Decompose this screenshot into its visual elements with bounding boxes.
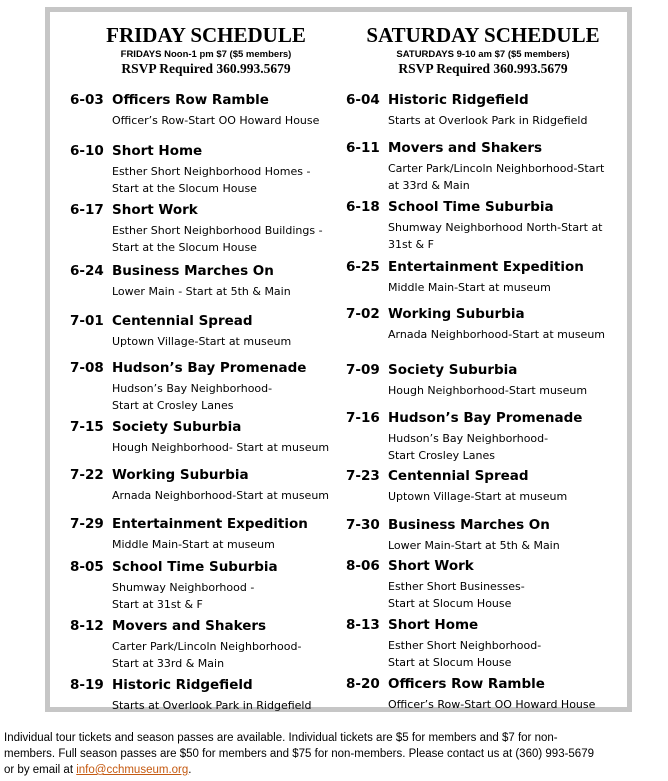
entry-tour-name: Short Home	[388, 617, 479, 633]
entry-date: 6-18	[346, 199, 380, 215]
entry-description	[112, 536, 348, 553]
entry-description-line: Lower Main-Start at 5th & Main	[388, 539, 560, 552]
entry-description	[388, 488, 624, 505]
entry-description-line: Start Crosley Lanes	[388, 449, 495, 462]
entry-date: 8-20	[346, 676, 380, 692]
entry-description	[388, 382, 624, 399]
saturday-subtitle: SATURDAYS 9-10 am $7 ($5 members)	[396, 49, 570, 60]
entry-date: 6-10	[70, 143, 104, 159]
entry-description	[388, 326, 624, 343]
entry-description	[112, 579, 348, 613]
entry-tour-name: Society Suburbia	[388, 362, 518, 378]
entry-description-line: Start at 33rd & Main	[112, 657, 225, 670]
entry-tour-name: Entertainment Expedition	[112, 516, 308, 532]
entry-description-line: Officer’s Row-Start OO Howard House	[388, 698, 596, 711]
entry-description	[388, 696, 624, 713]
entry-tour-name: Entertainment Expedition	[388, 259, 584, 275]
entry-description-line: Esther Short Neighborhood Homes -	[112, 165, 311, 178]
entry-tour-name: Movers and Shakers	[112, 618, 267, 634]
entry-tour-name: Historic Ridgefield	[388, 92, 529, 108]
entry-description-line: Start at the Slocum House	[112, 241, 257, 254]
entry-description	[112, 283, 348, 300]
entry-description-line: Uptown Village-Start at museum	[112, 335, 292, 348]
footer-line-2: members. Full season passes are $50 for members and $75 for non-members. Please contact us at (360) 993-5679	[4, 748, 594, 760]
entry-tour-name: Hudson’s Bay Promenade	[112, 360, 307, 376]
entry-description	[388, 430, 624, 464]
entry-tour-name: Business Marches On	[112, 263, 274, 279]
entry-description-line: Arnada Neighborhood-Start at museum	[388, 328, 606, 341]
entry-description-line: Start at the Slocum House	[112, 182, 257, 195]
entry-tour-name: Working Suburbia	[112, 467, 249, 483]
entry-date: 8-12	[70, 618, 104, 634]
entry-tour-name: Business Marches On	[388, 517, 550, 533]
entry-description	[112, 333, 348, 350]
entry-tour-name: Movers and Shakers	[388, 140, 543, 156]
entry-description-line: Esther Short Businesses-	[388, 580, 525, 593]
entry-description-line: Start at Slocum House	[388, 656, 512, 669]
entry-date: 8-13	[346, 617, 380, 633]
entry-description	[388, 112, 624, 129]
footer-note	[4, 730, 666, 778]
entry-tour-name: Centennial Spread	[388, 468, 529, 484]
entry-date: 7-02	[346, 306, 380, 322]
entry-description	[388, 279, 624, 296]
email-link[interactable]: info@cchmuseum.org	[76, 764, 189, 776]
entry-date: 7-29	[70, 516, 104, 532]
entry-description-line: Lower Main - Start at 5th & Main	[112, 285, 291, 298]
entry-tour-name: Short Work	[388, 558, 474, 574]
footer-line-3	[4, 762, 666, 778]
entry-description-line: Officer’s Row-Start OO Howard House	[112, 114, 320, 127]
entry-description-line: Carter Park/Lincoln Neighborhood-	[112, 640, 302, 653]
footer-line-3-prefix: or by email at	[4, 764, 77, 776]
entry-description-line: Starts at Overlook Park in Ridgefield	[388, 114, 588, 127]
entry-description-line: Hough Neighborhood- Start at museum	[112, 441, 330, 454]
entry-tour-name: Officers Row Ramble	[112, 92, 269, 108]
footer-line-1: Individual tour tickets and season passes are available. Individual tickets are $5 for members and $7 for non-	[4, 732, 558, 744]
entry-description	[388, 160, 624, 194]
entry-date: 8-06	[346, 558, 380, 574]
entry-date: 7-09	[346, 362, 380, 378]
entry-date: 7-01	[70, 313, 104, 329]
entry-description-line: Start at 31st & F	[112, 598, 203, 611]
saturday-rsvp: RSVP Required 360.993.5679	[398, 61, 568, 76]
entry-date: 7-23	[346, 468, 380, 484]
entry-date: 6-04	[346, 92, 380, 108]
entry-tour-name: Centennial Spread	[112, 313, 253, 329]
entry-description	[112, 487, 348, 504]
entry-date: 6-03	[70, 92, 104, 108]
entry-date: 7-30	[346, 517, 380, 533]
entry-description-line: Start at Crosley Lanes	[112, 399, 234, 412]
entry-tour-name: Working Suburbia	[388, 306, 525, 322]
entry-date: 6-17	[70, 202, 104, 218]
entry-date: 8-19	[70, 677, 104, 693]
entry-tour-name: School Time Suburbia	[388, 199, 554, 215]
saturday-title: SATURDAY SCHEDULE	[366, 23, 600, 47]
entry-description	[388, 219, 624, 253]
entry-description-line: Starts at Overlook Park in Ridgefield	[112, 699, 312, 712]
entry-description-line: Shumway Neighborhood -	[112, 581, 255, 594]
entry-description-line: Carter Park/Lincoln Neighborhood-Start	[388, 162, 605, 175]
entry-description	[388, 537, 624, 554]
entry-tour-name: Historic Ridgefield	[112, 677, 253, 693]
entry-description-line: Middle Main-Start at museum	[388, 281, 551, 294]
entry-date: 6-24	[70, 263, 104, 279]
entry-description-line: Middle Main-Start at museum	[112, 538, 275, 551]
entry-date: 6-25	[346, 259, 380, 275]
entry-description	[388, 637, 624, 671]
entry-tour-name: Officers Row Ramble	[388, 676, 545, 692]
entry-description-line: Arnada Neighborhood-Start at museum	[112, 489, 330, 502]
entry-description-line: at 33rd & Main	[388, 179, 470, 192]
entry-description-line: Hudson’s Bay Neighborhood-	[388, 432, 549, 445]
entry-description-line: 31st & F	[388, 238, 434, 251]
friday-subtitle: FRIDAYS Noon-1 pm $7 ($5 members)	[120, 49, 292, 60]
entry-description	[388, 578, 624, 612]
entry-description-line: Hudson’s Bay Neighborhood-	[112, 382, 273, 395]
entry-description	[112, 697, 348, 714]
entry-tour-name: Hudson’s Bay Promenade	[388, 410, 583, 426]
entry-description	[112, 380, 348, 414]
entry-date: 7-16	[346, 410, 380, 426]
entry-description-line: Esther Short Neighborhood-	[388, 639, 542, 652]
schedule-frame	[45, 7, 632, 712]
entry-tour-name: School Time Suburbia	[112, 559, 278, 575]
friday-title: FRIDAY SCHEDULE	[106, 23, 306, 47]
entry-date: 7-22	[70, 467, 104, 483]
footer-line-3-suffix: .	[188, 764, 192, 776]
entry-description	[112, 163, 348, 197]
entry-description	[112, 112, 348, 129]
entry-description	[112, 638, 348, 672]
entry-description-line: Uptown Village-Start at museum	[388, 490, 568, 503]
entry-description	[112, 439, 348, 456]
entry-tour-name: Society Suburbia	[112, 419, 242, 435]
entry-date: 6-11	[346, 140, 380, 156]
friday-rsvp: RSVP Required 360.993.5679	[121, 61, 291, 76]
entry-date: 7-08	[70, 360, 104, 376]
entry-description-line: Esther Short Neighborhood Buildings -	[112, 224, 323, 237]
entry-description	[112, 222, 348, 256]
entry-tour-name: Short Home	[112, 143, 203, 159]
entry-description-line: Hough Neighborhood-Start museum	[388, 384, 588, 397]
entry-tour-name: Short Work	[112, 202, 198, 218]
entry-date: 7-15	[70, 419, 104, 435]
entry-description-line: Start at Slocum House	[388, 597, 512, 610]
entry-description-line: Shumway Neighborhood North-Start at	[388, 221, 603, 234]
entry-date: 8-05	[70, 559, 104, 575]
